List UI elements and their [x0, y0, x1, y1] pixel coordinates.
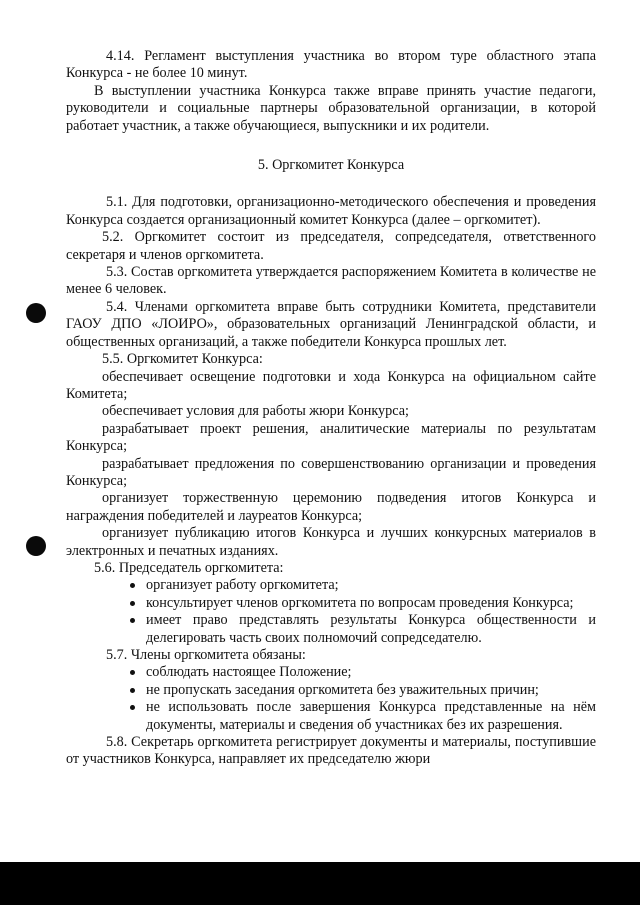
paragraph-5-7: 5.7. Члены оргкомитета обязаны: — [106, 647, 306, 663]
section-heading: 5. Оргкомитет Конкурса — [257, 157, 405, 174]
duty-publication: организует публикацию итогов Конкурса и лучших конкурсных материалов в электронных и печатных изданиях. — [66, 525, 596, 559]
paragraph-5-2: 5.2. Оргкомитет состоит из председателя, сопредседателя, ответственного секретаря и членов оргкомитета. — [66, 229, 596, 263]
document-body — [66, 48, 596, 769]
punch-hole-top — [26, 303, 46, 323]
paragraph-5-8: 5.8. Секретарь оргкомитета регистрирует документы и материалы, поступившие от участников Конкурса, направляет их председателю жюри — [66, 734, 596, 768]
paragraph-5-5: 5.5. Оргкомитет Конкурса: — [102, 351, 263, 368]
scan-bottom-edge — [0, 862, 640, 905]
paragraph-4-14: 4.14. Регламент выступления участника во втором туре областного этапа Конкурса - не более 10 минут. — [66, 48, 596, 82]
paragraph-5-1: 5.1. Для подготовки, организационно-методического обеспечения и проведения Конкурса создается организационный комитет Конкурса (далее – оргкомитет). — [66, 194, 596, 228]
paragraph-5-4: 5.4. Членами оргкомитета вправе быть сотрудники Комитета, представители ГАОУ ДПО «ЛОИРО», образовательных организаций Ленинградской области, и общественных организаций, а также победители Конкурса прошлых лет. — [66, 298, 596, 350]
punch-hole-bottom — [26, 536, 46, 556]
list-item: консультирует членов оргкомитета по вопросам проведения Конкурса; — [66, 595, 596, 612]
duty-jury-conditions: обеспечивает условия для работы жюри Конкурса; — [102, 403, 409, 420]
paragraph-5-6: 5.6. Председатель оргкомитета: — [94, 559, 284, 576]
paragraph-participants: В выступлении участника Конкурса также вправе принять участие педагоги, руководители и социальные партнеры образовательной организации, в которой работает участник, а также обучающиеся, выпускники и их родители. — [66, 82, 596, 134]
member-duties-list — [66, 664, 596, 734]
duty-coverage: обеспечивает освещение подготовки и хода Конкурса на официальном сайте Комитета; — [66, 368, 596, 402]
list-item: организует работу оргкомитета; — [66, 577, 596, 594]
duty-ceremony: организует торжественную церемонию подведения итогов Конкурса и награждения победителей и лауреатов Конкурса; — [66, 490, 596, 524]
list-item: не использовать после завершения Конкурса представленные на нём документы, материалы и сведения об участниках без их разрешения. — [66, 699, 596, 734]
list-item: соблюдать настоящее Положение; — [66, 664, 596, 681]
duty-proposals: разрабатывает предложения по совершенствованию организации и проведения Конкурса; — [66, 455, 596, 489]
list-item: не пропускать заседания оргкомитета без уважительных причин; — [66, 682, 596, 699]
paragraph-5-3: 5.3. Состав оргкомитета утверждается распоряжением Комитета в количестве не менее 6 человек. — [66, 264, 596, 298]
duty-draft-decision: разрабатывает проект решения, аналитические материалы по результатам Конкурса; — [66, 420, 596, 455]
chairman-duties-list — [66, 577, 596, 647]
list-item: имеет право представлять результаты Конкурса общественности и делегировать часть своих полномочий сопредседателю. — [66, 612, 596, 647]
